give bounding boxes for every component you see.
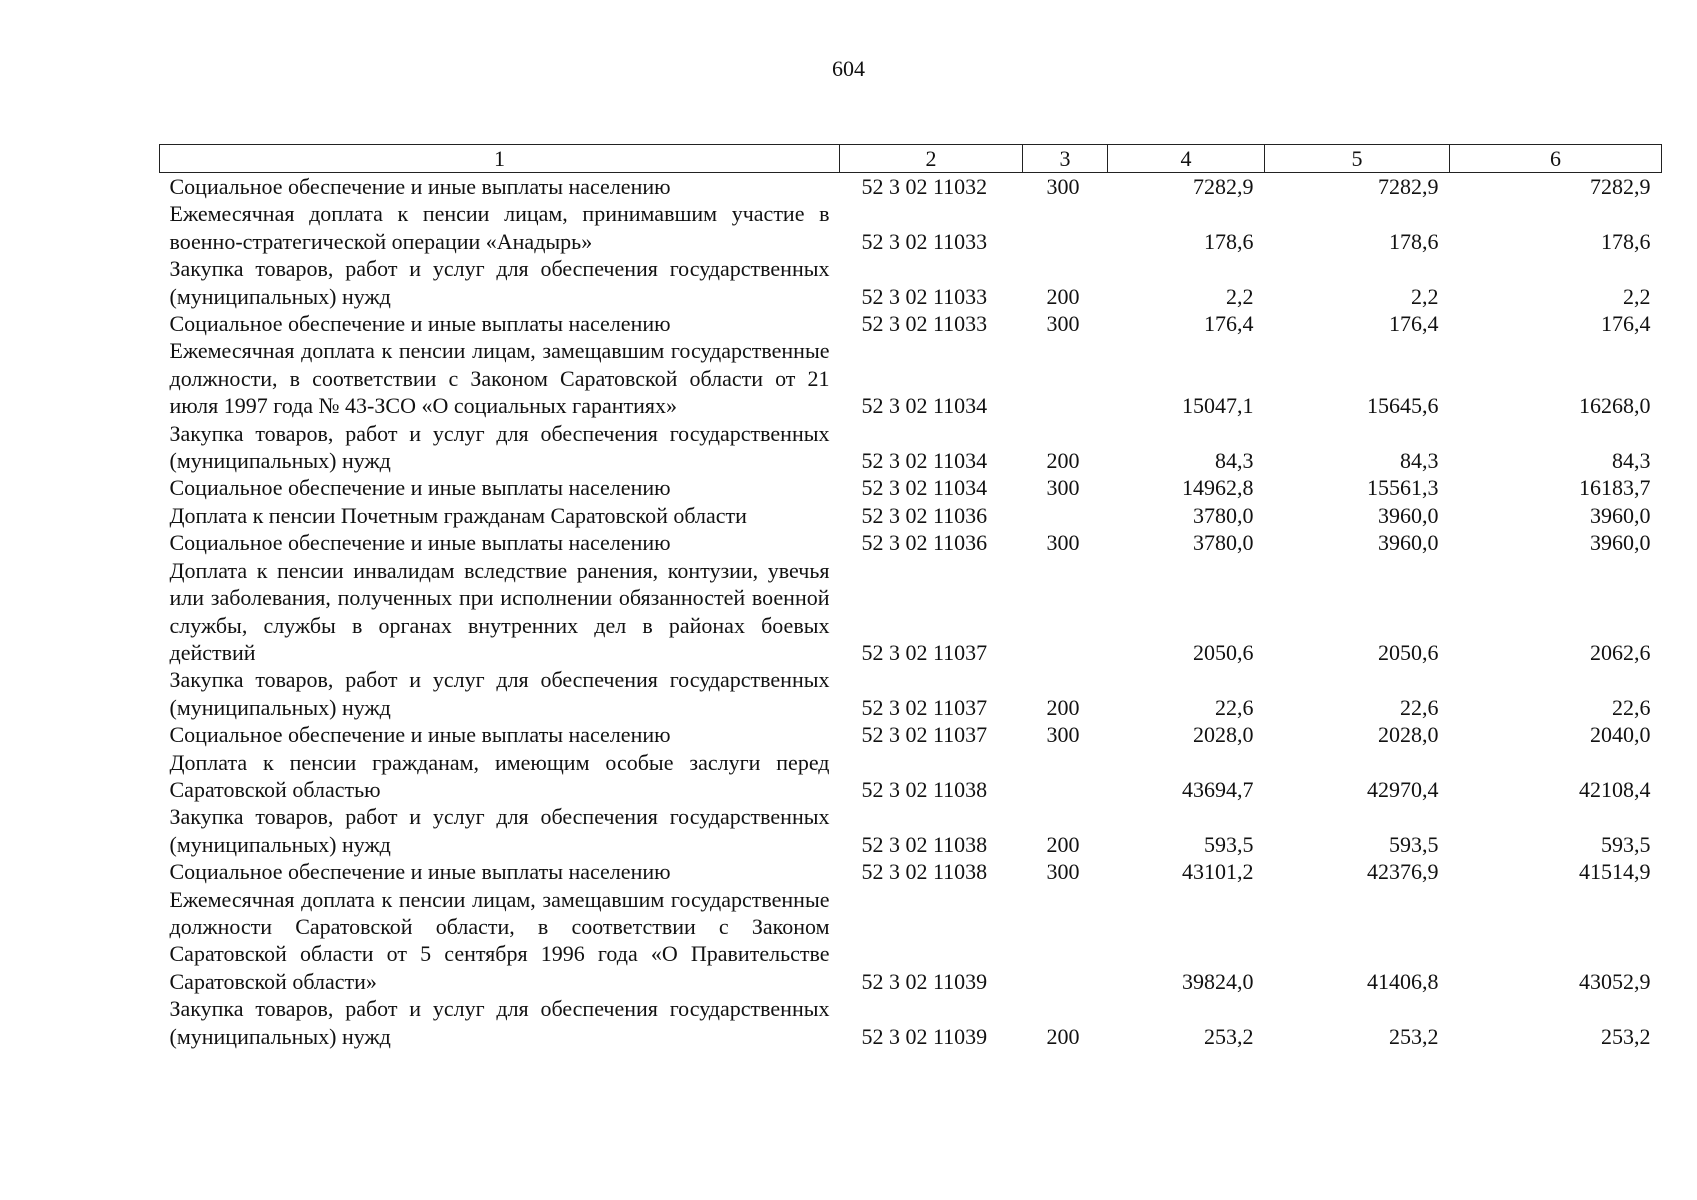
row-value-col6: 84,3 <box>1612 448 1651 474</box>
row-target-code: 52 3 02 11034 <box>861 393 988 419</box>
table-body <box>160 173 1662 1051</box>
row-value-col5: 15561,3 <box>1367 475 1439 501</box>
row-target-code: 52 3 02 11036 <box>861 502 988 528</box>
row-value-col4: 253,2 <box>1204 1023 1254 1049</box>
table-row <box>160 666 1662 721</box>
row-expense-type: 300 <box>1046 475 1080 501</box>
row-description: Социальное обеспечение и иные выплаты населению <box>169 722 671 748</box>
table-row <box>160 173 1662 201</box>
column-header-4: 4 <box>1108 145 1265 173</box>
row-target-code: 52 3 02 11037 <box>861 639 988 665</box>
row-target-code: 52 3 02 11039 <box>861 1023 988 1049</box>
row-description: Закупка товаров, работ и услуг для обеспечения государственных (муниципальных) нужд <box>169 256 830 309</box>
row-description: Закупка товаров, работ и услуг для обеспечения государственных (муниципальных) нужд <box>169 996 830 1049</box>
row-value-col4: 43694,7 <box>1182 776 1254 802</box>
row-value-col6: 16183,7 <box>1579 475 1651 501</box>
row-description: Социальное обеспечение и иные выплаты населению <box>169 859 671 885</box>
table-row <box>160 749 1662 804</box>
row-value-col6: 43052,9 <box>1579 968 1651 994</box>
table-row <box>160 995 1662 1050</box>
row-value-col6: 2062,6 <box>1590 639 1651 665</box>
row-value-col5: 7282,9 <box>1378 174 1439 199</box>
row-value-col5: 22,6 <box>1400 694 1439 720</box>
table-row <box>160 557 1662 667</box>
row-value-col4: 3780,0 <box>1193 530 1254 556</box>
row-value-col4: 14962,8 <box>1182 475 1254 501</box>
row-target-code: 52 3 02 11038 <box>861 776 988 802</box>
table-row <box>160 858 1662 885</box>
row-description: Закупка товаров, работ и услуг для обеспечения государственных (муниципальных) нужд <box>169 420 830 474</box>
row-value-col5: 15645,6 <box>1367 393 1439 419</box>
row-target-code: 52 3 02 11034 <box>861 448 988 474</box>
row-description: Социальное обеспечение и иные выплаты населению <box>169 475 671 501</box>
table-row <box>160 255 1662 310</box>
table-row <box>160 474 1662 501</box>
row-value-col6: 42108,4 <box>1579 776 1651 802</box>
page-number: 604 <box>832 56 865 81</box>
row-expense-type <box>1023 557 1108 667</box>
table-row <box>160 420 1662 475</box>
row-value-col5: 253,2 <box>1389 1023 1439 1049</box>
row-expense-type: 300 <box>1046 859 1080 885</box>
table-row <box>160 310 1662 337</box>
row-expense-type <box>1023 337 1108 419</box>
table-row <box>160 502 1662 529</box>
table-row <box>160 337 1662 419</box>
row-value-col6: 253,2 <box>1601 1023 1651 1049</box>
row-value-col6: 41514,9 <box>1579 859 1651 885</box>
row-value-col6: 593,5 <box>1601 831 1651 857</box>
row-value-col6: 2,2 <box>1623 283 1651 309</box>
row-value-col6: 176,4 <box>1601 311 1651 337</box>
row-description: Социальное обеспечение и иные выплаты населению <box>169 530 671 556</box>
row-description: Ежемесячная доплата к пенсии лицам, замещавшим государственные должности, в соответствии с Законом Саратовской области от 21 июля 1997 года № 43-ЗСО «О социальных гарантиях» <box>169 338 830 419</box>
table-row <box>160 200 1662 255</box>
row-expense-type <box>1023 749 1108 804</box>
header-row <box>160 145 1662 173</box>
row-value-col4: 7282,9 <box>1193 174 1254 199</box>
row-value-col4: 39824,0 <box>1182 968 1254 994</box>
row-value-col4: 2028,0 <box>1193 722 1254 748</box>
row-expense-type: 200 <box>1046 283 1080 309</box>
row-value-col6: 3960,0 <box>1590 530 1651 556</box>
row-value-col5: 41406,8 <box>1367 968 1439 994</box>
column-header-2: 2 <box>840 145 1023 173</box>
row-value-col5: 176,4 <box>1389 311 1439 337</box>
row-value-col4: 2050,6 <box>1193 639 1254 665</box>
row-expense-type: 200 <box>1046 448 1080 474</box>
row-target-code: 52 3 02 11037 <box>861 722 988 748</box>
row-value-col6: 178,6 <box>1601 228 1651 254</box>
row-value-col4: 43101,2 <box>1182 859 1254 885</box>
row-expense-type: 300 <box>1046 722 1080 748</box>
row-value-col6: 3960,0 <box>1590 502 1651 528</box>
row-target-code: 52 3 02 11033 <box>861 228 988 254</box>
row-description: Доплата к пенсии гражданам, имеющим особые заслуги перед Саратовской областью <box>169 749 830 802</box>
row-target-code: 52 3 02 11032 <box>861 174 988 199</box>
row-value-col5: 178,6 <box>1389 228 1439 254</box>
row-expense-type: 300 <box>1046 311 1080 337</box>
column-header-5: 5 <box>1265 145 1450 173</box>
table-row <box>160 886 1662 996</box>
budget-table <box>159 144 1662 1050</box>
table-row <box>160 803 1662 858</box>
row-value-col5: 2050,6 <box>1378 639 1439 665</box>
row-target-code: 52 3 02 11033 <box>861 311 988 337</box>
row-target-code: 52 3 02 11037 <box>861 694 988 720</box>
row-value-col4: 84,3 <box>1215 448 1254 474</box>
column-header-6: 6 <box>1450 145 1662 173</box>
row-value-col5: 42970,4 <box>1367 776 1439 802</box>
row-expense-type: 200 <box>1046 1023 1080 1049</box>
row-description: Закупка товаров, работ и услуг для обеспечения государственных (муниципальных) нужд <box>169 804 830 857</box>
row-value-col6: 7282,9 <box>1590 174 1651 199</box>
row-value-col4: 15047,1 <box>1182 393 1254 419</box>
row-value-col4: 176,4 <box>1204 311 1254 337</box>
row-target-code: 52 3 02 11034 <box>861 475 988 501</box>
row-target-code: 52 3 02 11033 <box>861 283 988 309</box>
column-header-1: 1 <box>160 145 840 173</box>
row-value-col6: 2040,0 <box>1590 722 1651 748</box>
row-target-code: 52 3 02 11038 <box>861 831 988 857</box>
row-expense-type <box>1023 200 1108 255</box>
row-target-code: 52 3 02 11038 <box>861 859 988 885</box>
row-description: Социальное обеспечение и иные выплаты населению <box>169 311 671 337</box>
row-value-col5: 3960,0 <box>1378 502 1439 528</box>
row-value-col4: 3780,0 <box>1193 502 1254 528</box>
table-row <box>160 721 1662 748</box>
row-value-col5: 2,2 <box>1411 283 1439 309</box>
row-value-col5: 42376,9 <box>1367 859 1439 885</box>
row-description: Ежемесячная доплата к пенсии лицам, замещавшим государственные должности Саратовской области, в соответствии с Законом Саратовской области от 5 сентября 1996 года «О Правительстве Саратовской области» <box>169 886 830 994</box>
row-description: Социальное обеспечение и иные выплаты населению <box>169 174 671 199</box>
row-value-col5: 3960,0 <box>1378 530 1439 556</box>
row-target-code: 52 3 02 11036 <box>861 530 988 556</box>
row-expense-type: 200 <box>1046 831 1080 857</box>
row-value-col5: 593,5 <box>1389 831 1439 857</box>
row-expense-type: 300 <box>1046 530 1080 556</box>
row-value-col4: 178,6 <box>1204 228 1254 254</box>
row-value-col6: 22,6 <box>1612 694 1651 720</box>
row-description: Закупка товаров, работ и услуг для обеспечения государственных (муниципальных) нужд <box>169 667 830 720</box>
table-header <box>160 145 1662 173</box>
row-description: Доплата к пенсии инвалидам вследствие ранения, контузии, увечья или заболевания, полученных при исполнении обязанностей военной службы, службы в органах внутренних дел в районах боевых действий <box>169 557 830 665</box>
row-expense-type: 200 <box>1046 694 1080 720</box>
row-value-col5: 84,3 <box>1400 448 1439 474</box>
row-value-col6: 16268,0 <box>1579 393 1651 419</box>
row-target-code: 52 3 02 11039 <box>861 968 988 994</box>
row-description: Доплата к пенсии Почетным гражданам Саратовской области <box>169 502 747 528</box>
row-expense-type <box>1023 502 1108 529</box>
row-value-col4: 22,6 <box>1215 694 1254 720</box>
column-header-3: 3 <box>1023 145 1108 173</box>
row-value-col5: 2028,0 <box>1378 722 1439 748</box>
row-value-col4: 2,2 <box>1226 283 1254 309</box>
table-row <box>160 529 1662 556</box>
row-expense-type <box>1023 886 1108 996</box>
row-description: Ежемесячная доплата к пенсии лицам, принимавшим участие в военно-стратегической операции «Анадырь» <box>169 201 830 254</box>
row-value-col4: 593,5 <box>1204 831 1254 857</box>
row-expense-type: 300 <box>1046 174 1080 199</box>
